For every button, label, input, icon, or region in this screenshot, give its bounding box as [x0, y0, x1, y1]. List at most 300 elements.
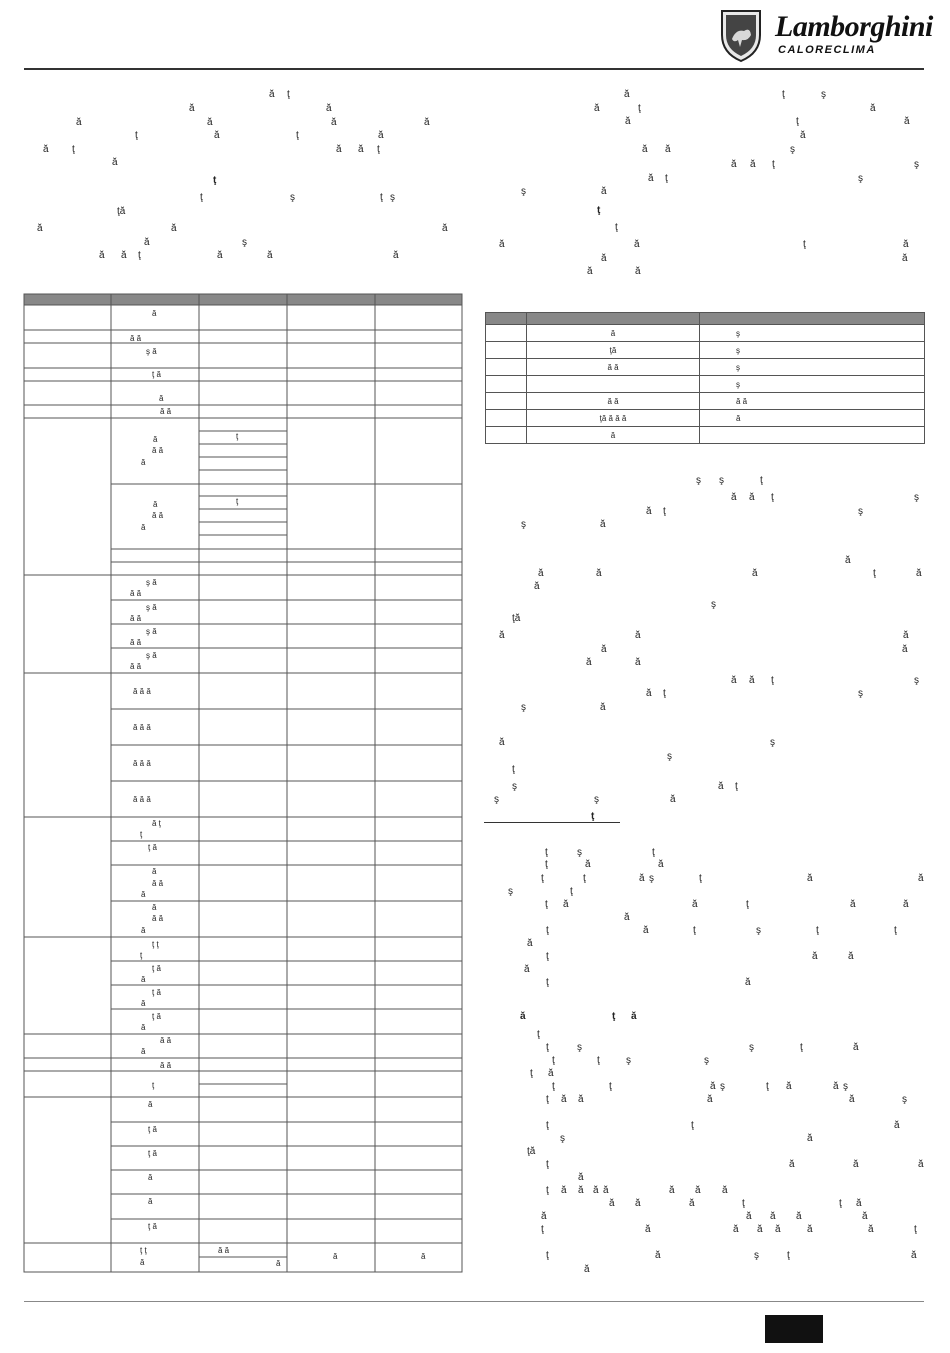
table-cell-text: ă: [141, 458, 146, 467]
table-cell-text: ă ă: [130, 334, 142, 343]
table-cell: ţă: [527, 342, 700, 359]
text-glyph: ă: [561, 1094, 567, 1105]
table-cell-text: ţ: [236, 497, 239, 506]
text-glyph: ţ: [663, 688, 666, 699]
text-glyph: ţ: [200, 192, 203, 203]
text-glyph: ă: [520, 1011, 526, 1022]
text-glyph: ţ: [135, 130, 138, 141]
text-glyph: ş: [914, 492, 919, 503]
table-cell-text: ă ă: [130, 638, 142, 647]
text-glyph: ţ: [591, 811, 595, 822]
text-glyph: ţ: [760, 475, 763, 486]
table-cell-text: ă: [141, 1047, 146, 1056]
text-glyph: ţ: [546, 951, 549, 962]
text-glyph: ă: [189, 103, 195, 114]
text-glyph: ă: [807, 1224, 813, 1235]
text-glyph: ă: [848, 951, 854, 962]
table-cell-text: ă ă: [130, 589, 142, 598]
text-glyph: ă: [43, 144, 49, 155]
text-glyph: ă: [775, 1224, 781, 1235]
text-glyph: ă: [378, 130, 384, 141]
text-glyph: ă: [643, 925, 649, 936]
text-glyph: ţ: [545, 859, 548, 870]
text-glyph: ă: [722, 1185, 728, 1196]
table-cell: [486, 325, 527, 342]
text-glyph: ă: [807, 873, 813, 884]
text-glyph: ă: [267, 250, 273, 261]
table-cell-text: ţ: [140, 830, 143, 839]
text-glyph: ţ: [213, 175, 217, 186]
text-glyph: ă: [625, 116, 631, 127]
table-cell-text: ţ ă: [148, 843, 157, 852]
table-row: [486, 376, 925, 393]
table-row: [486, 427, 925, 444]
text-glyph: ţ: [803, 239, 806, 250]
text-glyph: ă: [710, 1081, 716, 1092]
text-glyph: ă: [749, 492, 755, 503]
text-glyph: ă: [695, 1185, 701, 1196]
text-glyph: ă: [635, 630, 641, 641]
text-glyph: ă: [563, 899, 569, 910]
text-glyph: ţ: [693, 925, 696, 936]
table-cell-text: ă ă ă: [133, 759, 151, 768]
text-glyph: ă: [786, 1081, 792, 1092]
text-glyph: ţ: [546, 1094, 549, 1105]
text-glyph: ă: [593, 1185, 599, 1196]
text-glyph: ş: [512, 781, 517, 792]
text-glyph: ţ: [380, 192, 383, 203]
text-glyph: ş: [521, 186, 526, 197]
table-cell: [486, 410, 527, 427]
text-glyph: ţ: [609, 1081, 612, 1092]
table-cell: [486, 359, 527, 376]
table-cell-text: ă ă: [152, 914, 164, 923]
table-cell-text: ă: [141, 523, 146, 532]
text-glyph: ă: [812, 951, 818, 962]
text-glyph: ă: [870, 103, 876, 114]
text-glyph: ţ: [782, 89, 785, 100]
text-glyph: ş: [858, 688, 863, 699]
text-glyph: ţă: [512, 613, 521, 624]
text-glyph: ţ: [72, 144, 75, 155]
text-glyph: ă: [918, 1159, 924, 1170]
text-glyph: ş: [754, 1250, 759, 1261]
text-glyph: ă: [541, 1211, 547, 1222]
text-glyph: ă: [692, 899, 698, 910]
text-glyph: ţă: [117, 206, 126, 217]
text-glyph: ş: [667, 751, 672, 762]
table-cell-text: ă: [421, 1252, 426, 1261]
text-glyph: ţ: [816, 925, 819, 936]
text-glyph: ă: [534, 581, 540, 592]
text-glyph: ţ: [546, 1159, 549, 1170]
text-glyph: ţ: [546, 1120, 549, 1131]
text-glyph: ă: [336, 144, 342, 155]
text-glyph: ţ: [287, 89, 290, 100]
table-cell-text: ă ă ă: [133, 723, 151, 732]
text-glyph: ă: [645, 1224, 651, 1235]
table-cell-text: ă ă: [218, 1246, 230, 1255]
text-glyph: ă: [770, 1211, 776, 1222]
text-glyph: ţă: [527, 1146, 536, 1157]
table-cell: ă: [700, 410, 925, 427]
table-cell-text: ă: [152, 903, 157, 912]
table-row: [486, 342, 925, 359]
table-cell-text: ă ă ă: [133, 687, 151, 696]
text-glyph: ş: [914, 675, 919, 686]
table-row: [486, 325, 925, 342]
table-cell-text: ţ ă: [148, 1125, 157, 1134]
table-cell-text: ă ă: [152, 446, 164, 455]
text-glyph: ţ: [546, 1185, 549, 1196]
table-cell: ţă ă ă ă: [527, 410, 700, 427]
text-glyph: ţ: [545, 899, 548, 910]
text-glyph: ţ: [771, 492, 774, 503]
text-glyph: ă: [499, 737, 505, 748]
text-glyph: ţ: [914, 1224, 917, 1235]
text-glyph: ş: [577, 847, 582, 858]
text-glyph: ă: [658, 859, 664, 870]
text-glyph: ă: [600, 702, 606, 713]
text-glyph: ă: [731, 159, 737, 170]
text-glyph: ă: [856, 1198, 862, 1209]
text-glyph: ţ: [138, 250, 141, 261]
table-cell-text: ţ ă: [148, 1222, 157, 1231]
text-glyph: ă: [903, 239, 909, 250]
text-glyph: ă: [850, 899, 856, 910]
text-glyph: ă: [635, 1198, 641, 1209]
text-glyph: ş: [577, 1042, 582, 1053]
text-glyph: ţ: [552, 1081, 555, 1092]
text-glyph: ă: [718, 781, 724, 792]
text-glyph: ă: [731, 675, 737, 686]
text-glyph: ă: [789, 1159, 795, 1170]
table-cell: [486, 427, 527, 444]
text-glyph: ă: [121, 250, 127, 261]
text-glyph: ă: [903, 630, 909, 641]
text-glyph: ţ: [665, 173, 668, 184]
text-glyph: ă: [631, 1011, 637, 1022]
text-glyph: ş: [390, 192, 395, 203]
table-cell: ă ă: [527, 359, 700, 376]
text-glyph: ţ: [512, 764, 515, 775]
text-glyph: ă: [112, 157, 118, 168]
text-glyph: ă: [561, 1185, 567, 1196]
text-glyph: ă: [757, 1224, 763, 1235]
text-glyph: ţ: [691, 1120, 694, 1131]
text-glyph: ş: [494, 794, 499, 805]
text-glyph: ă: [207, 117, 213, 128]
text-glyph: ă: [807, 1133, 813, 1144]
table-cell-text: ţ ă: [148, 1149, 157, 1158]
text-glyph: ă: [853, 1159, 859, 1170]
text-glyph: ă: [752, 568, 758, 579]
table-cell-text: ş ă: [146, 651, 157, 660]
text-glyph: ă: [499, 239, 505, 250]
text-glyph: ş: [521, 519, 526, 530]
text-glyph: ă: [918, 873, 924, 884]
text-glyph: ă: [911, 1250, 917, 1261]
text-glyph: ă: [868, 1224, 874, 1235]
text-glyph: ă: [144, 237, 150, 248]
text-glyph: ş: [242, 237, 247, 248]
text-glyph: ă: [171, 223, 177, 234]
table-cell: [486, 393, 527, 410]
text-glyph: ă: [37, 223, 43, 234]
table-cell-text: ţ ă: [152, 370, 161, 379]
table-cell-text: ă ă: [160, 1036, 172, 1045]
text-glyph: ş: [719, 475, 724, 486]
text-glyph: ă: [635, 266, 641, 277]
text-glyph: ă: [393, 250, 399, 261]
text-glyph: ţ: [545, 847, 548, 858]
table-cell-text: ţ: [152, 1081, 155, 1090]
text-glyph: ţ: [377, 144, 380, 155]
text-glyph: ă: [217, 250, 223, 261]
table-cell-text: ă: [141, 926, 146, 935]
text-glyph: ţ: [296, 130, 299, 141]
text-glyph: ă: [601, 186, 607, 197]
table-cell: [486, 376, 527, 393]
table-cell-text: ţ ă: [152, 964, 161, 973]
table-cell-text: ă ţ: [152, 819, 161, 828]
text-glyph: ă: [578, 1094, 584, 1105]
text-glyph: ş: [790, 144, 795, 155]
text-glyph: ă: [635, 657, 641, 668]
text-glyph: ă: [594, 103, 600, 114]
table-cell-text: ă: [153, 500, 158, 509]
text-glyph: ă: [902, 644, 908, 655]
text-glyph: ţ: [787, 1250, 790, 1261]
text-glyph: ş: [858, 506, 863, 517]
text-glyph: ă: [902, 253, 908, 264]
text-glyph: ă: [655, 1250, 661, 1261]
footer-divider: [24, 1301, 924, 1302]
text-glyph: ă: [845, 555, 851, 566]
text-glyph: ş: [508, 886, 513, 897]
text-glyph: ţ: [546, 925, 549, 936]
text-glyph: ă: [524, 964, 530, 975]
text-glyph: ă: [601, 644, 607, 655]
text-glyph: ş: [756, 925, 761, 936]
text-glyph: ş: [858, 173, 863, 184]
text-glyph: ă: [596, 568, 602, 579]
text-glyph: ă: [587, 266, 593, 277]
text-glyph: ţ: [597, 205, 601, 216]
table-cell-text: ă ă: [130, 662, 142, 671]
text-glyph: ş: [914, 159, 919, 170]
table-cell: ă: [527, 427, 700, 444]
text-glyph: ă: [634, 239, 640, 250]
text-glyph: ă: [624, 912, 630, 923]
subbrand-wordmark: CALORECLIMA: [778, 44, 876, 56]
text-glyph: ă: [578, 1185, 584, 1196]
table-cell-text: ţ ţ: [152, 940, 159, 949]
text-glyph: ă: [646, 688, 652, 699]
text-glyph: ş: [821, 89, 826, 100]
table-cell-text: ă: [141, 999, 146, 1008]
text-glyph: ă: [527, 938, 533, 949]
text-glyph: ă: [548, 1068, 554, 1079]
text-glyph: ţ: [663, 506, 666, 517]
text-glyph: ş: [749, 1042, 754, 1053]
text-glyph: ă: [586, 657, 592, 668]
table-cell-text: ş ă: [146, 578, 157, 587]
text-glyph: ă: [358, 144, 364, 155]
text-glyph: ă: [424, 117, 430, 128]
text-glyph: ţ: [766, 1081, 769, 1092]
text-glyph: ă: [600, 519, 606, 530]
text-glyph: ţ: [746, 899, 749, 910]
text-glyph: ţ: [771, 675, 774, 686]
text-glyph: ă: [862, 1211, 868, 1222]
table-cell-text: ă ă: [160, 407, 172, 416]
table-row: [486, 393, 925, 410]
text-glyph: ă: [585, 859, 591, 870]
table-cell-text: ă: [276, 1259, 281, 1268]
text-glyph: ă: [731, 492, 737, 503]
text-glyph: ţ: [537, 1029, 540, 1040]
text-glyph: ţ: [552, 1055, 555, 1066]
right-table: [485, 312, 925, 444]
table-row: [486, 410, 925, 427]
text-glyph: ă: [584, 1264, 590, 1275]
text-glyph: ş: [626, 1055, 631, 1066]
text-glyph: ţ: [546, 1042, 549, 1053]
text-glyph: ă: [269, 89, 275, 100]
table-cell: ş: [700, 376, 925, 393]
table-cell: [486, 342, 527, 359]
table-cell-text: ă ă ă: [133, 795, 151, 804]
table-cell: ş: [700, 359, 925, 376]
table-cell-text: ş ă: [146, 347, 157, 356]
table-cell-text: ă: [148, 1173, 153, 1182]
text-glyph: ă: [99, 250, 105, 261]
table-cell-text: ă ă: [130, 614, 142, 623]
section-underline: [484, 822, 620, 823]
table-cell-text: ă: [333, 1252, 338, 1261]
table-cell: ă ă: [700, 393, 925, 410]
text-glyph: ţ: [638, 103, 641, 114]
text-glyph: ş: [696, 475, 701, 486]
text-glyph: ţ: [800, 1042, 803, 1053]
text-glyph: ă: [745, 977, 751, 988]
table-cell-text: ă: [159, 394, 164, 403]
text-glyph: ă: [603, 1185, 609, 1196]
text-glyph: ţ: [546, 1250, 549, 1261]
text-glyph: ţ: [615, 222, 618, 233]
table-cell-text: ţ ă: [152, 1012, 161, 1021]
text-glyph: ă: [639, 873, 645, 884]
text-glyph: ţ: [541, 873, 544, 884]
table-cell: ş: [700, 325, 925, 342]
text-glyph: ă: [76, 117, 82, 128]
text-glyph: ă: [578, 1172, 584, 1183]
table-cell-text: ă ă: [152, 879, 164, 888]
text-glyph: ţ: [612, 1011, 616, 1022]
text-glyph: ă: [733, 1224, 739, 1235]
table-cell-text: ţ ţ: [140, 1246, 147, 1255]
text-glyph: ş: [521, 702, 526, 713]
text-glyph: ţ: [742, 1198, 745, 1209]
text-glyph: ă: [214, 130, 220, 141]
text-glyph: ş: [902, 1094, 907, 1105]
text-glyph: ă: [894, 1120, 900, 1131]
table-cell-text: ă: [141, 890, 146, 899]
text-glyph: ă: [331, 117, 337, 128]
text-glyph: ă: [648, 173, 654, 184]
text-glyph: ţ: [597, 1055, 600, 1066]
text-glyph: ţ: [839, 1198, 842, 1209]
text-glyph: ş: [711, 599, 716, 610]
text-glyph: ţ: [796, 116, 799, 127]
text-glyph: ş: [649, 873, 654, 884]
table-cell-text: ă: [141, 975, 146, 984]
table-cell-text: ă: [140, 1258, 145, 1267]
text-glyph: ă: [749, 675, 755, 686]
text-glyph: ă: [796, 1211, 802, 1222]
table-cell: ş: [700, 342, 925, 359]
text-glyph: ş: [704, 1055, 709, 1066]
table-cell-text: ă: [141, 1023, 146, 1032]
text-glyph: ă: [903, 899, 909, 910]
table-row: [486, 359, 925, 376]
text-glyph: ş: [770, 737, 775, 748]
text-glyph: ă: [442, 223, 448, 234]
text-glyph: ă: [642, 144, 648, 155]
text-glyph: ă: [669, 1185, 675, 1196]
text-glyph: ă: [601, 253, 607, 264]
table-cell-text: ţ ă: [152, 988, 161, 997]
text-glyph: ă: [746, 1211, 752, 1222]
table-cell: [527, 376, 700, 393]
text-glyph: ă: [750, 159, 756, 170]
text-glyph: ă: [849, 1094, 855, 1105]
table-cell-text: ă: [148, 1100, 153, 1109]
text-glyph: ă: [538, 568, 544, 579]
table-cell-text: ţ: [236, 432, 239, 441]
text-glyph: ă: [670, 794, 676, 805]
text-glyph: ţ: [530, 1068, 533, 1079]
table-cell-text: ă ă: [160, 1061, 172, 1070]
text-glyph: ţ: [583, 873, 586, 884]
page-tab: [765, 1315, 823, 1343]
table-cell-text: ş ă: [146, 603, 157, 612]
text-glyph: ă: [609, 1198, 615, 1209]
text-glyph: ă: [624, 89, 630, 100]
text-glyph: ă: [833, 1081, 839, 1092]
table-cell-text: ă ă: [152, 511, 164, 520]
text-glyph: ă: [707, 1094, 713, 1105]
text-glyph: ă: [326, 103, 332, 114]
text-glyph: ţ: [873, 568, 876, 579]
table-cell: [700, 427, 925, 444]
text-glyph: ş: [560, 1133, 565, 1144]
text-glyph: ţ: [772, 159, 775, 170]
text-glyph: ţ: [546, 977, 549, 988]
text-glyph: ţ: [735, 781, 738, 792]
table-cell: ă ă: [527, 393, 700, 410]
table-cell-text: ă: [152, 867, 157, 876]
text-glyph: ş: [290, 192, 295, 203]
table-cell-text: ş ă: [146, 627, 157, 636]
text-glyph: ă: [646, 506, 652, 517]
text-glyph: ă: [499, 630, 505, 641]
text-glyph: ă: [800, 130, 806, 141]
text-glyph: ţ: [541, 1224, 544, 1235]
table-cell-text: ă: [152, 309, 157, 318]
brand-wordmark: Lamborghini: [775, 10, 933, 43]
